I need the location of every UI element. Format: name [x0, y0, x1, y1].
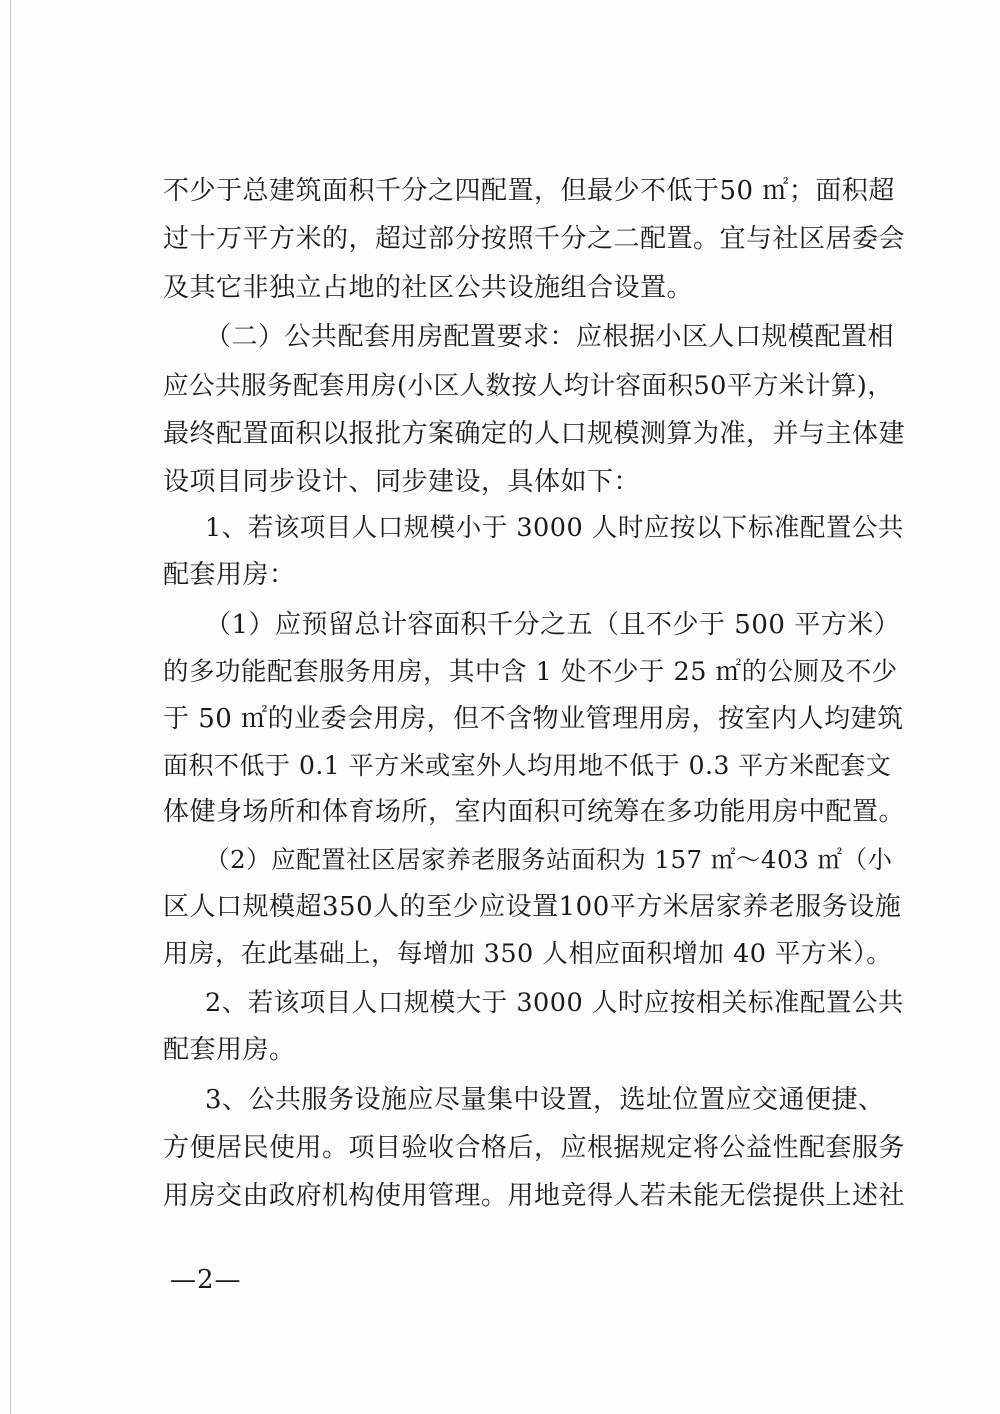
text-line-1: 不少于总建筑面积千分之四配置，但最少不低于50 ㎡；面积超: [163, 176, 895, 206]
text-line-8: 1、若该项目人口规模小于 3000 人时应按以下标准配置公共: [205, 513, 904, 543]
text-line-12: 于 50 ㎡的业委会用房，但不含物业管理用房，按室内人均建筑: [163, 704, 904, 734]
binding-margin-line: [10, 0, 11, 1414]
page-number: —2—: [170, 1265, 242, 1295]
text-line-4: （二）公共配套用房配置要求：应根据小区人口规模配置相: [205, 322, 895, 352]
text-line-17: 用房，在此基础上，每增加 350 人相应面积增加 40 平方米）。: [163, 939, 893, 969]
text-line-13: 面积不低于 0.1 平方米或室外人均用地不低于 0.3 平方米配套文: [163, 751, 892, 780]
text-line-19: 配套用房。: [163, 1035, 296, 1065]
text-line-15: （2）应配置社区居家养老服务站面积为 157 ㎡～403 ㎡（小: [205, 845, 893, 874]
text-line-16: 区人口规模超350人的至少应设置100平方米居家养老服务设施: [163, 892, 902, 922]
text-line-7: 设项目同步设计、同步建设，具体如下：: [163, 467, 641, 497]
text-line-18: 2、若该项目人口规模大于 3000 人时应按相关标准配置公共: [205, 988, 904, 1018]
text-line-2: 过十万平方米的，超过部分按照千分之二配置。宜与社区居委会: [163, 224, 906, 254]
text-line-10: （1）应预留总计容面积千分之五（且不少于 500 平方米）: [205, 610, 901, 640]
text-line-22: 用房交由政府机构使用管理。用地竞得人若未能无偿提供上述社: [163, 1181, 906, 1211]
text-line-5: 应公共服务配套用房(小区人数按人均计容面积50平方米计算)，: [163, 371, 894, 401]
text-line-9: 配套用房：: [163, 560, 296, 590]
text-line-21: 方便居民使用。项目验收合格后，应根据规定将公益性配套服务: [163, 1133, 906, 1163]
text-line-14: 体健身场所和体育场所，室内面积可统筹在多功能用房中配置。: [163, 797, 906, 827]
text-line-20: 3、公共服务设施应尽量集中设置，选址位置应交通便捷、: [205, 1085, 885, 1115]
text-line-3: 及其它非独立占地的社区公共设施组合设置。: [163, 273, 694, 303]
text-line-6: 最终配置面积以报批方案确定的人口规模测算为准，并与主体建: [163, 419, 906, 449]
text-line-11: 的多功能配套服务用房，其中含 1 处不少于 25 ㎡的公厕及不少: [163, 657, 898, 687]
